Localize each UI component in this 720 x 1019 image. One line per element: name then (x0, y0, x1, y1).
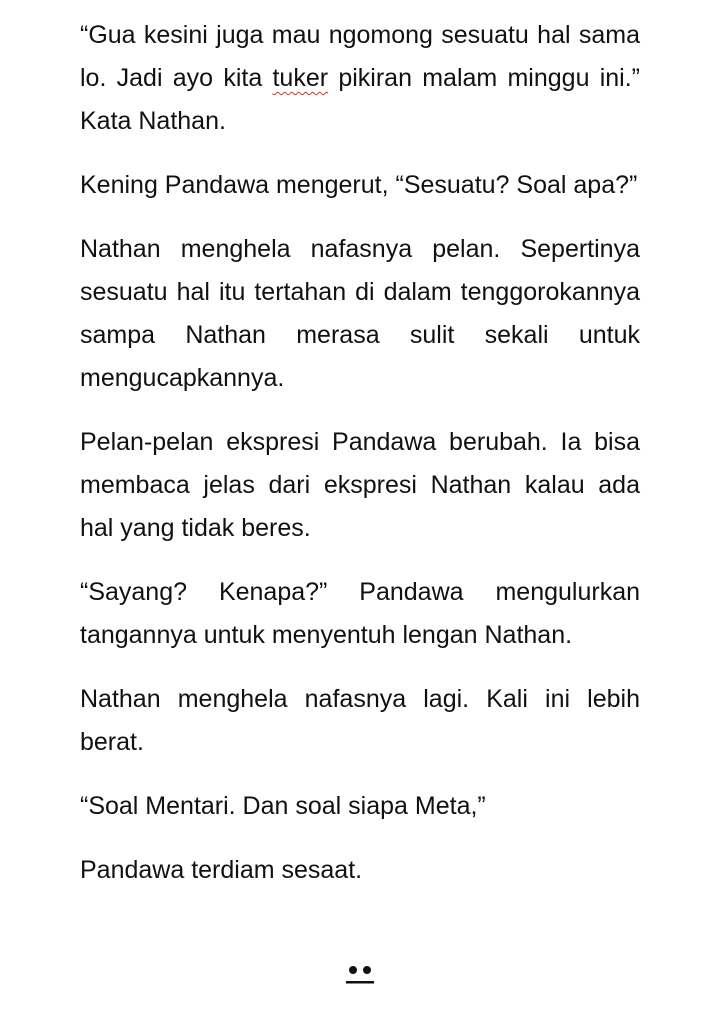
paragraph-1-after: pikiran malam minggu ini.” Kata Nathan. (80, 64, 641, 135)
document-body (80, 14, 640, 892)
paragraph-1-before: “Gua kesini juga mau ngomong sesuatu hal sama lo. Jadi ayo kita (80, 21, 640, 92)
paragraph-7: “Soal Mentari. Dan soal siapa Meta,” (80, 792, 486, 820)
two-dots-underline-icon (340, 955, 380, 995)
paragraph-3: Nathan menghela nafasnya pelan. Sepertinya sesuatu hal itu tertahan di dalam tenggorokannya sampa Nathan merasa sulit sekali untuk mengucapkannya. (80, 235, 640, 392)
spellcheck-flagged-word[interactable]: tuker (272, 64, 329, 92)
paragraph-1 (80, 14, 640, 143)
separator-dot-left (349, 966, 357, 974)
separator-dot-right (363, 966, 371, 974)
paragraph-5: “Sayang? Kenapa?” Pandawa mengulurkan tangannya untuk menyentuh lengan Nathan. (80, 578, 640, 649)
paragraph-6: Nathan menghela nafasnya lagi. Kali ini lebih berat. (80, 685, 640, 756)
paragraph-8: Pandawa terdiam sesaat. (80, 856, 363, 884)
paragraph-4: Pelan-pelan ekspresi Pandawa berubah. Ia bisa membaca jelas dari ekspresi Nathan kalau ada hal yang tidak beres. (80, 428, 640, 542)
paragraph-2: Kening Pandawa mengerut, “Sesuatu? Soal apa?” (80, 171, 638, 199)
separator-underline (346, 981, 374, 984)
